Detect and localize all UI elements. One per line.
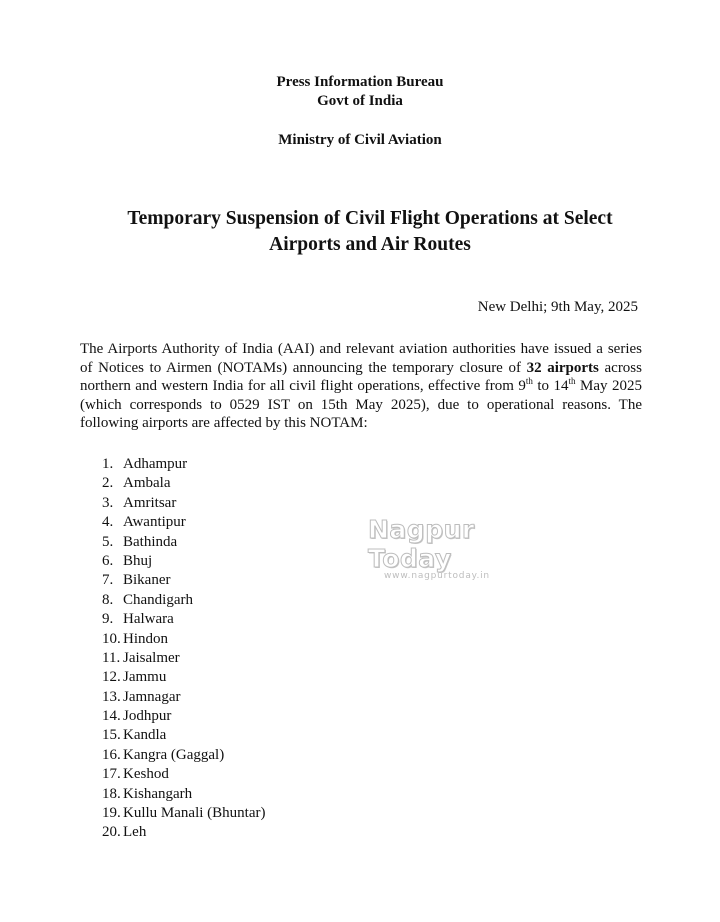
airport-name: Hindon bbox=[123, 630, 168, 647]
airport-list-item bbox=[102, 765, 265, 784]
ministry-heading: Ministry of Civil Aviation bbox=[278, 132, 442, 148]
airport-name: Kandla bbox=[123, 727, 167, 744]
airport-name: Ambala bbox=[123, 475, 171, 492]
body-bold-count: 32 airports bbox=[526, 359, 599, 376]
airport-name: Jamnagar bbox=[123, 688, 181, 705]
airport-number: 6. bbox=[102, 552, 114, 569]
body-paragraph bbox=[80, 340, 642, 433]
watermark bbox=[368, 515, 538, 581]
airport-number: 5. bbox=[102, 533, 114, 550]
airport-name: Kishangarh bbox=[123, 785, 193, 802]
dateline: New Delhi; 9th May, 2025 bbox=[477, 299, 638, 315]
airport-name: Keshod bbox=[123, 766, 169, 783]
airport-name: Amritsar bbox=[123, 494, 177, 511]
body-sup-2: th bbox=[568, 376, 576, 387]
airport-list-item bbox=[102, 804, 265, 823]
airport-list-item bbox=[102, 746, 265, 765]
govt-heading: Govt of India bbox=[317, 93, 403, 109]
airport-list-item bbox=[102, 649, 265, 668]
document-title bbox=[80, 206, 660, 258]
airport-number: 7. bbox=[102, 572, 114, 589]
airport-number: 8. bbox=[102, 591, 114, 608]
airport-list-item bbox=[102, 455, 265, 474]
airport-name: Awantipur bbox=[123, 514, 186, 531]
body-text-2: across northern and western India for all civil flight operations, effective from 9 bbox=[80, 359, 642, 395]
airport-name: Halwara bbox=[123, 611, 174, 628]
airport-number: 10. bbox=[102, 630, 121, 647]
airport-name: Jaisalmer bbox=[123, 649, 180, 666]
airport-list-item bbox=[102, 513, 265, 532]
airport-number: 12. bbox=[102, 669, 121, 686]
airport-number: 11. bbox=[102, 649, 121, 666]
airport-number: 20. bbox=[102, 824, 121, 841]
airport-number: 18. bbox=[102, 785, 121, 802]
airport-number: 16. bbox=[102, 746, 121, 763]
bureau-heading: Press Information Bureau bbox=[276, 74, 444, 90]
airport-list-item bbox=[102, 668, 265, 687]
watermark-logo: Nagpur Today bbox=[368, 515, 475, 573]
airport-list-item bbox=[102, 494, 265, 513]
airport-list-item bbox=[102, 571, 265, 590]
airport-list-item bbox=[102, 610, 265, 629]
airport-list-item bbox=[102, 630, 265, 649]
airport-number: 4. bbox=[102, 514, 114, 531]
body-text-4: May 2025 (which corresponds to 0529 IST on 15th May 2025), due to operational reasons. The following airports are affected by this NOTAM: bbox=[80, 378, 642, 432]
airport-list-item bbox=[102, 533, 265, 552]
body-sup-1: th bbox=[525, 376, 533, 387]
airport-number: 1. bbox=[102, 456, 114, 472]
body-text-1: The Airports Authority of India (AAI) and relevant aviation authorities have issued a series of Notices to Airmen (NOTAMs) announcing the temporary closure of bbox=[80, 341, 642, 376]
airport-name: Jodhpur bbox=[123, 708, 172, 725]
airport-list-item bbox=[102, 591, 265, 610]
airport-list-item bbox=[102, 726, 265, 745]
airport-list-item bbox=[102, 785, 265, 804]
airport-number: 17. bbox=[102, 766, 121, 783]
airport-list-item bbox=[102, 823, 265, 842]
title-line-2: Airports and Air Routes bbox=[269, 234, 471, 255]
watermark-url: www.nagpurtoday.in bbox=[384, 571, 490, 581]
airport-number: 2. bbox=[102, 475, 114, 492]
airport-name: Bathinda bbox=[123, 533, 178, 550]
airport-name: Kullu Manali (Bhuntar) bbox=[123, 805, 266, 822]
airport-name: Bikaner bbox=[123, 572, 171, 589]
airport-name: Kangra (Gaggal) bbox=[123, 746, 225, 763]
airport-list-item bbox=[102, 474, 265, 493]
airport-list bbox=[102, 455, 265, 843]
airport-number: 14. bbox=[102, 708, 121, 725]
airport-list-item bbox=[102, 688, 265, 707]
airport-name: Chandigarh bbox=[123, 591, 193, 608]
airport-name: Adhampur bbox=[123, 456, 188, 472]
airport-name: Bhuj bbox=[123, 552, 153, 569]
airport-number: 3. bbox=[102, 494, 114, 511]
airport-name: Leh bbox=[123, 824, 147, 841]
airport-number: 9. bbox=[102, 611, 114, 628]
airport-number: 19. bbox=[102, 805, 121, 822]
airport-list-item bbox=[102, 552, 265, 571]
airport-name: Jammu bbox=[123, 669, 167, 686]
title-line-1: Temporary Suspension of Civil Flight Operations at Select bbox=[127, 208, 613, 229]
airport-number: 13. bbox=[102, 688, 121, 705]
body-text-3: to 14 bbox=[532, 378, 569, 395]
airport-number: 15. bbox=[102, 727, 121, 744]
airport-list-item bbox=[102, 707, 265, 726]
